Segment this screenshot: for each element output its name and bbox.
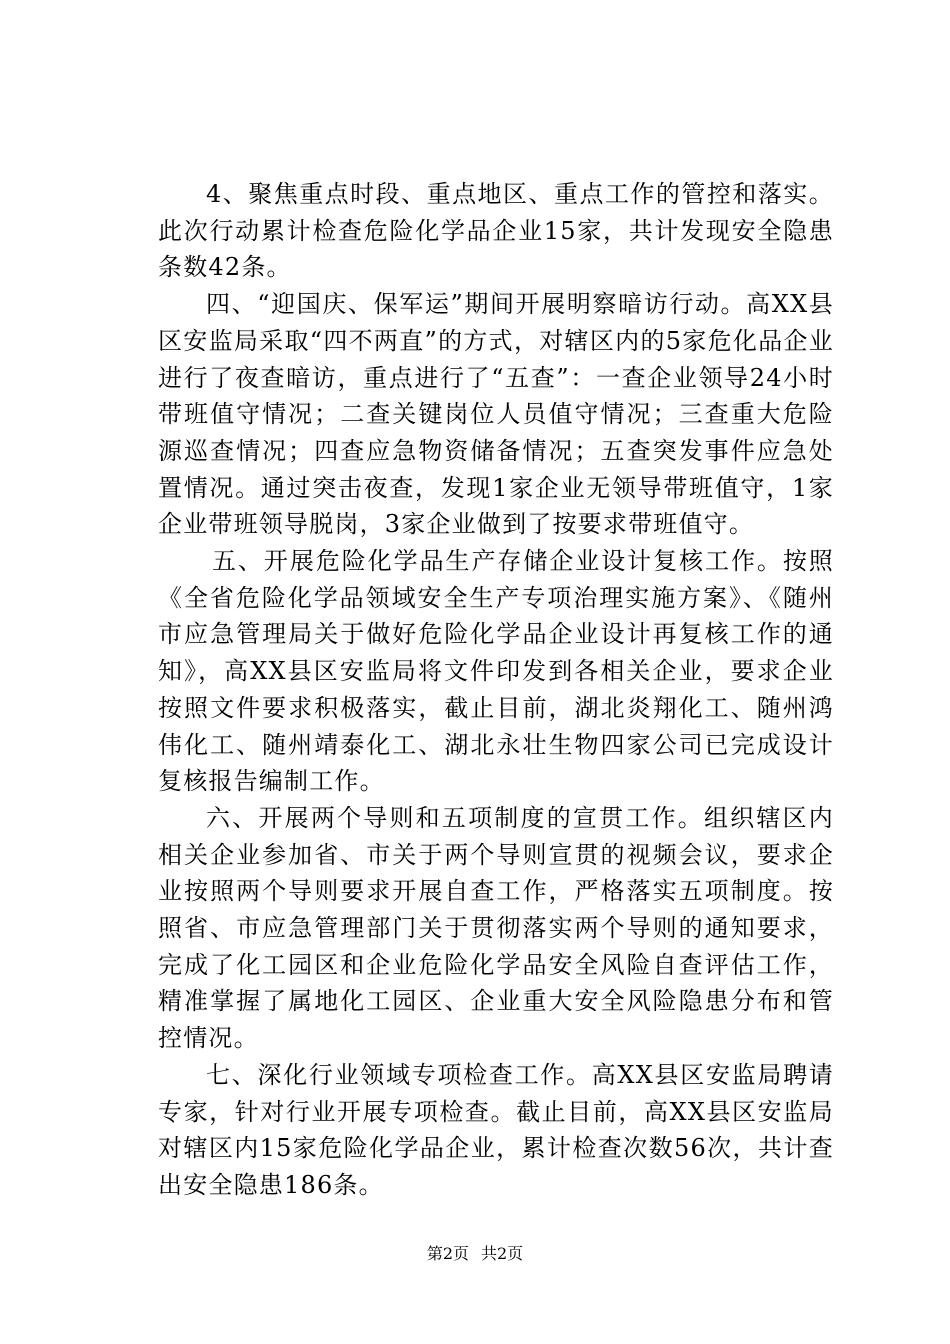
page-total: 共2页 — [481, 1244, 524, 1263]
page-number: 第2页 — [426, 1244, 469, 1263]
page-footer — [0, 1244, 950, 1264]
paragraph-section-4: 四、“迎国庆、保军运”期间开展明察暗访行动。高XX县区安监局采取“四不两直”的方式，对辖区内的5家危化品企业进行了夜查暗访，重点进行了“五查”：一查企业领导24小时带班值守情况；二查关键岗位人员值守情况；三查重大危险源巡查情况；四查应急物资储备情况；五查突发事件应急处置情况。通过突击夜查，发现1家企业无领导带班值守，1家企业带班领导脱岗，3家企业做到了按要求带班值守。 — [158, 290, 834, 539]
document-body — [158, 176, 834, 1204]
paragraph-section-6: 六、开展两个导则和五项制度的宣贯工作。组织辖区内相关企业参加省、市关于两个导则宣贯的视频会议，要求企业按照两个导则要求开展自查工作，严格落实五项制度。按照省、市应急管理部门关于贯彻落实两个导则的通知要求，完成了化工园区和企业危险化学品安全风险自查评估工作，精准掌握了属地化工园区、企业重大安全风险隐患分布和管控情况。 — [158, 803, 834, 1053]
paragraph-section-5: 五、开展危险化学品生产存储企业设计复核工作。按照《全省危险化学品领域安全生产专项治理实施方案》、《随州市应急管理局关于做好危险化学品企业设计再复核工作的通知》，高XX县区安监局将文件印发到各相关企业，要求企业按照文件要求积极落实，截止目前，湖北炎翔化工、随州鸿伟化工、随州靖泰化工、湖北永壮生物四家公司已完成设计复核报告编制工作。 — [158, 547, 834, 796]
paragraph-item-4: 4、聚焦重点时段、重点地区、重点工作的管控和落实。此次行动累计检查危险化学品企业15家，共计发现安全隐患条数42条。 — [158, 180, 834, 282]
paragraph-section-7: 七、深化行业领域专项检查工作。高XX县区安监局聘请专家，针对行业开展专项检查。截止目前，高XX县区安监局对辖区内15家危险化学品企业，累计检查次数56次，共计查出安全隐患186条。 — [158, 1060, 834, 1199]
